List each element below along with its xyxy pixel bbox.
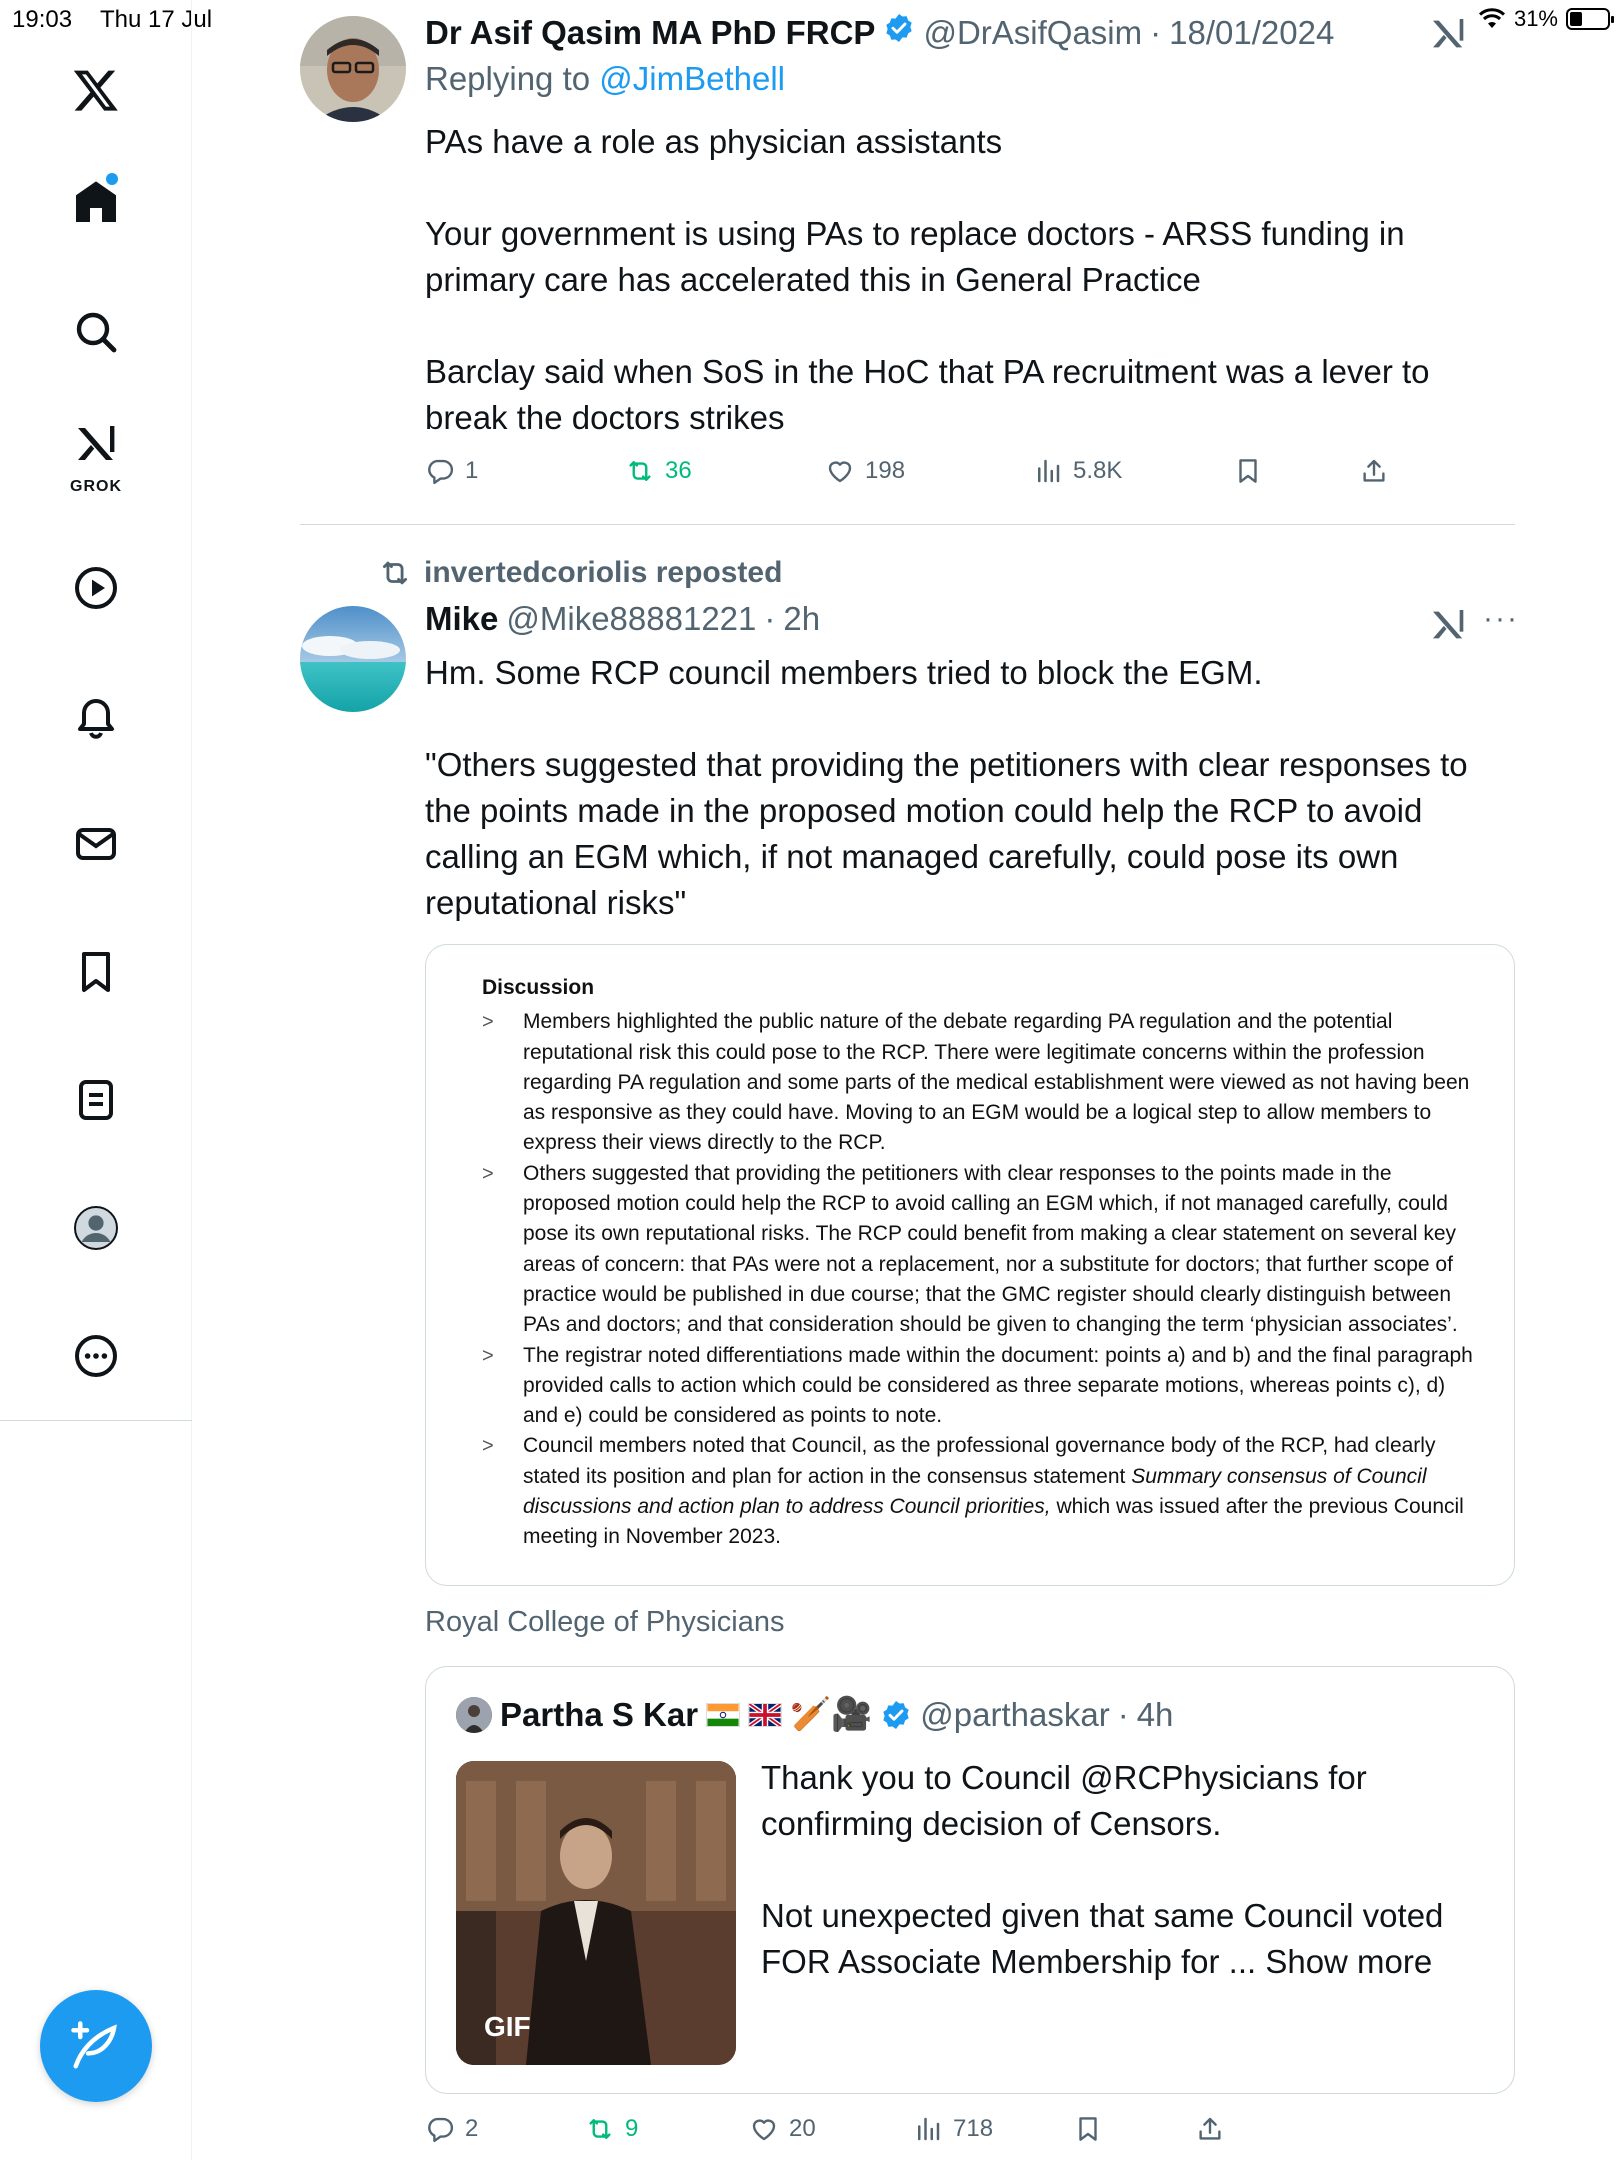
tweet1-text: PAs have a role as physician assistants Your government is using PAs to replace doctors - ARSS funding in primary care has accelerated this in General Practice Barclay said when SoS in the HoC that PA recruitment was a lever to break the doctors strikes	[425, 123, 1430, 436]
document-item-italic: Summary consensus of Council discussions and action plan to address Council priorities,	[523, 1464, 1427, 1519]
tweet1-share-button[interactable]	[1359, 456, 1389, 486]
tweet2-views-count: 718	[953, 2115, 994, 2142]
document-item-text: which was issued after the previous Council meeting in November 2023.	[523, 1495, 1464, 1549]
share-icon	[1359, 456, 1389, 486]
tweet2-author-handle[interactable]: @Mike88881221	[506, 600, 757, 637]
tweet2-separator: ·	[764, 600, 776, 637]
tweet2-more-options[interactable]: ···	[1483, 602, 1519, 635]
grok-label: GROK	[70, 478, 122, 495]
tweet1-views-button[interactable]	[1033, 456, 1122, 486]
video-play-icon[interactable]	[56, 548, 136, 628]
verified-badge-icon	[880, 1699, 912, 1731]
document-item-text: The registrar noted differentiations made within the document: points a) and b) and the final paragraph provided calls to action which could be considered as three separate motions, whereas points c), d) and e) could be considered as points to note.	[523, 1343, 1473, 1428]
tweet1-reply-button[interactable]	[425, 456, 478, 486]
replying-mention-link[interactable]: @JimBethell	[599, 60, 786, 97]
quoted-tweet-text	[761, 1755, 1491, 1985]
x-logo-icon[interactable]	[56, 50, 136, 130]
uk-flag-icon	[748, 1703, 782, 1727]
battery-percent: 31%	[1513, 6, 1558, 31]
tweet2-actions	[425, 2114, 1425, 2154]
verified-badge-icon	[883, 12, 915, 44]
gif-label: GIF	[484, 2011, 531, 2042]
tweet2-author-avatar[interactable]	[300, 606, 406, 712]
quoted-author-handle: @parthaskar	[920, 1695, 1110, 1733]
document-bullet: >	[482, 1344, 494, 1367]
document-bullet: >	[482, 1435, 494, 1458]
quoted-tweet-header	[456, 1695, 1173, 1734]
reply-icon	[425, 2114, 455, 2144]
grok-explain-icon[interactable]	[1428, 14, 1468, 54]
home-icon[interactable]	[56, 162, 136, 242]
show-more-link[interactable]: Show more	[1265, 1943, 1433, 1980]
tweet2-bookmark-button[interactable]	[1073, 2114, 1103, 2144]
tweet2-reply-button[interactable]	[425, 2114, 478, 2144]
quoted-separator: ·	[1117, 1695, 1129, 1733]
battery-icon	[1566, 8, 1610, 30]
bookmark-icon	[1233, 456, 1263, 486]
document-title: Discussion	[482, 976, 595, 999]
status-date: Thu 17 Jul	[100, 6, 213, 33]
lists-icon[interactable]	[56, 1060, 136, 1140]
repost-icon	[585, 2114, 615, 2144]
tweet1-author-avatar[interactable]	[300, 16, 406, 122]
tweet1-header	[425, 12, 1334, 52]
document-item	[482, 1341, 1482, 1432]
tweet1-repost-button[interactable]	[625, 456, 692, 486]
tweet2-image-card[interactable]	[425, 944, 1515, 1586]
heart-icon	[825, 456, 855, 486]
tweet2-grok-explain-icon[interactable]	[1428, 605, 1468, 645]
quoted-author-name: Partha S Kar	[500, 1695, 699, 1733]
compose-feather-icon	[69, 2019, 123, 2073]
views-chart-icon	[913, 2114, 943, 2144]
bookmarks-icon[interactable]	[56, 932, 136, 1012]
quoted-author-avatar	[456, 1697, 492, 1733]
tweet1-repost-count: 36	[665, 457, 692, 484]
tweet2-timestamp[interactable]: 2h	[783, 600, 821, 637]
document-item	[482, 1159, 1482, 1341]
link-source-label[interactable]: Royal College of Physicians	[425, 1606, 785, 1638]
grok-icon[interactable]	[56, 412, 136, 476]
quoted-text-body: Thank you to Council @RCPhysicians for confirming decision of Censors. Not unexpected given that same Council voted FOR Associate Membership for ...	[761, 1759, 1444, 1980]
document-item-text: Others suggested that providing the petitioners with clear responses to the points made in the proposed motion could help the RCP to avoid calling an EGM which, if not managed carefully, could pose its own reputational risks. The RCP could benefit from making a clear statement on several key areas of concern: that PAs were not a replacement, nor a substitute for doctors; that further scope of practice would be published in due course; that the GMC register should clearly distinguish between PAs and doctors; and that consideration should be given to changing the term ‘physician associates’.	[523, 1161, 1458, 1337]
bookmark-icon	[1073, 2114, 1103, 2144]
india-flag-icon	[706, 1703, 740, 1727]
home-notification-dot	[106, 173, 118, 185]
quoted-author-emoji: 🏏🎥	[790, 1695, 873, 1732]
tweet2-views-button[interactable]	[913, 2114, 993, 2144]
tweet2-repost-count: 9	[625, 2115, 639, 2142]
tweet1-timestamp[interactable]: 18/01/2024	[1169, 14, 1335, 51]
tweet2-header	[425, 600, 820, 638]
share-icon	[1195, 2114, 1225, 2144]
document-bullet: >	[482, 1162, 494, 1185]
quoted-gif[interactable]	[456, 1761, 736, 2065]
tweet1-separator: ·	[1150, 14, 1162, 51]
document-bullet: >	[482, 1011, 494, 1034]
tweet1-author-name[interactable]: Dr Asif Qasim MA PhD FRCP	[425, 14, 876, 51]
tweet1-author-handle[interactable]: @DrAsifQasim	[923, 14, 1143, 51]
sidebar	[0, 0, 192, 2160]
views-chart-icon	[1033, 456, 1063, 486]
document-item	[482, 1431, 1482, 1552]
status-time: 19:03	[12, 6, 73, 33]
tweet2-like-count: 20	[789, 2115, 816, 2142]
messages-envelope-icon[interactable]	[56, 804, 136, 884]
wifi-icon	[1478, 8, 1506, 30]
tweet2-share-button[interactable]	[1195, 2114, 1225, 2144]
tweet1-views-count: 5.8K	[1073, 457, 1123, 484]
profile-avatar-icon[interactable]	[56, 1188, 136, 1268]
compose-post-button[interactable]	[40, 1990, 152, 2102]
document-item-text: Members highlighted the public nature of the debate regarding PA regulation and the potential reputational risk this could pose to the RCP. There were legitimate concerns within the profession regarding PA regulation and some parts of the medical establishment were viewed as not having been as responsive as they could have. Moving to an EGM would be a logical step to allow members to express their views directly to the RCP.	[523, 1010, 1470, 1155]
tweet1-reply-count: 1	[465, 457, 479, 484]
document-item-text: Council members noted that Council, as the professional governance body of the RCP, had clearly stated its position and plan for action in the consensus statement	[523, 1434, 1436, 1488]
tweet1-bookmark-button[interactable]	[1233, 456, 1263, 486]
tweet1-actions	[425, 456, 1425, 496]
repost-icon	[625, 456, 655, 486]
quoted-timestamp: 4h	[1136, 1695, 1174, 1733]
repost-indicator-icon	[378, 556, 412, 590]
tweet2-reply-count: 2	[465, 2115, 479, 2142]
replying-prefix: Replying to	[425, 60, 591, 97]
status-right	[1478, 6, 1610, 32]
heart-icon	[749, 2114, 779, 2144]
tweet2-like-button[interactable]	[749, 2114, 816, 2144]
repost-indicator-label: invertedcoriolis reposted	[424, 556, 783, 589]
sidebar-divider	[0, 1420, 192, 1421]
repost-indicator[interactable]	[378, 556, 782, 590]
tweet2-author-name[interactable]: Mike	[425, 600, 499, 637]
search-icon[interactable]	[56, 292, 136, 372]
document-item	[482, 1007, 1482, 1158]
tweet1-like-button[interactable]	[825, 456, 905, 486]
tweet1-like-count: 198	[865, 457, 906, 484]
more-options-icon[interactable]	[56, 1316, 136, 1396]
reply-icon	[425, 456, 455, 486]
replying-to	[425, 60, 785, 98]
document-image	[482, 973, 1482, 1553]
tweet-divider	[300, 524, 1515, 525]
quoted-tweet-card[interactable]	[425, 1666, 1515, 2094]
tweet2-repost-button[interactable]	[585, 2114, 638, 2144]
notifications-bell-icon[interactable]	[56, 676, 136, 756]
tweet2-text: Hm. Some RCP council members tried to block the EGM. "Others suggested that providing the petitioners with clear responses to the points made in the proposed motion could help the RCP to avoid calling an EGM which, if not managed carefully, could pose its own reputational risks"	[425, 654, 1468, 921]
